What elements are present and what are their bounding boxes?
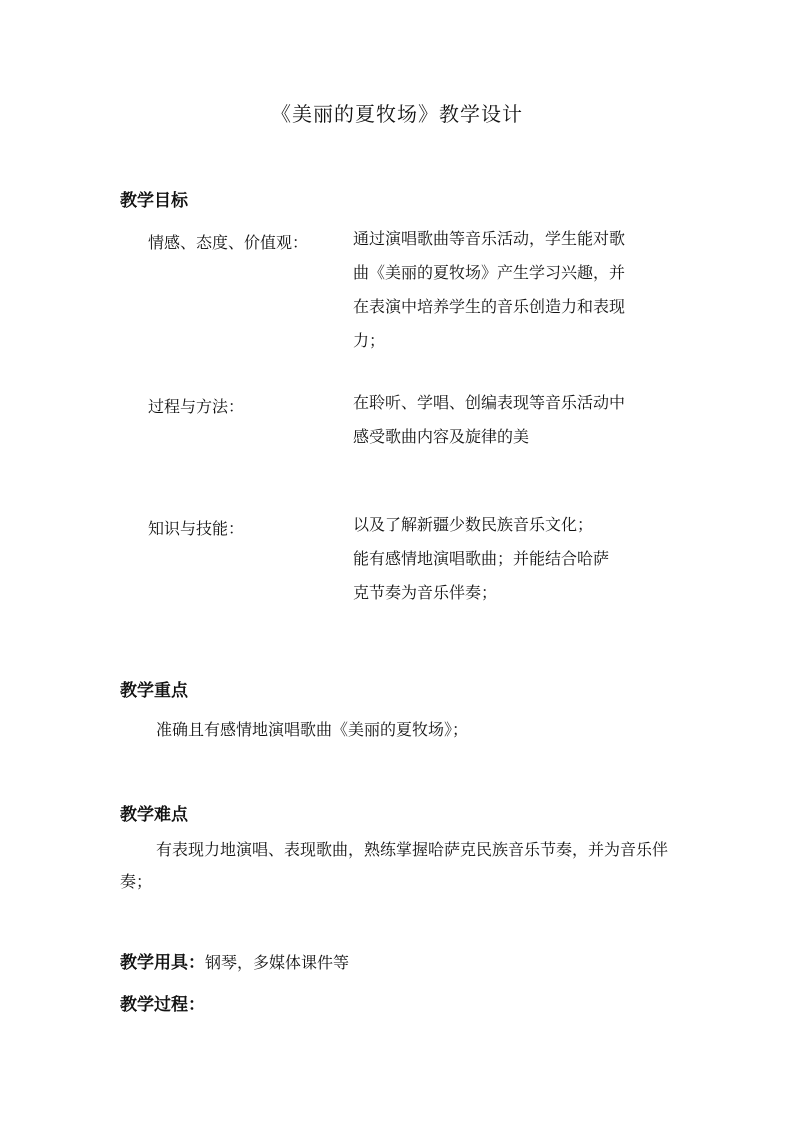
emotion-line: 曲《美丽的夏牧场》产生学习兴趣，并 xyxy=(353,263,626,282)
difficulty-text: 有表现力地演唱、表现歌曲，熟练掌握哈萨克民族音乐节奏，并为音乐伴奏； xyxy=(120,840,669,891)
key-point-text: 准确且有感情地演唱歌曲《美丽的夏牧场》； xyxy=(156,720,469,739)
knowledge-line: 以及了解新疆少数民族音乐文化； xyxy=(353,515,594,534)
key-point-heading: 教学重点 xyxy=(120,681,188,701)
process-line: 在聆听、学唱、创编表现等音乐活动中 xyxy=(353,393,626,412)
knowledge-line: 克节奏为音乐伴奏； xyxy=(353,583,498,602)
knowledge-line: 能有感情地演唱歌曲；并能结合哈萨 xyxy=(353,549,610,568)
knowledge-label: 知识与技能： xyxy=(148,519,245,538)
difficulty-heading: 教学难点 xyxy=(120,805,188,825)
process-label: 过程与方法： xyxy=(148,397,245,416)
objectives-heading: 教学目标 xyxy=(120,191,188,211)
process-heading: 教学过程： xyxy=(120,995,205,1015)
emotion-content xyxy=(353,222,683,358)
knowledge-content xyxy=(353,508,683,610)
tools-row xyxy=(120,948,349,973)
emotion-label: 情感、态度、价值观： xyxy=(148,233,309,252)
emotion-line: 在表演中培养学生的音乐创造力和表现 xyxy=(353,297,626,316)
process-content xyxy=(353,386,683,454)
tools-text: 钢琴，多媒体课件等 xyxy=(205,953,350,972)
emotion-line: 力； xyxy=(353,331,386,350)
emotion-line: 通过演唱歌曲等音乐活动，学生能对歌 xyxy=(353,229,626,248)
document-title: 《美丽的夏牧场》教学设计 xyxy=(271,102,523,126)
tools-heading: 教学用具： xyxy=(120,953,205,973)
process-line: 感受歌曲内容及旋律的美 xyxy=(353,427,530,446)
